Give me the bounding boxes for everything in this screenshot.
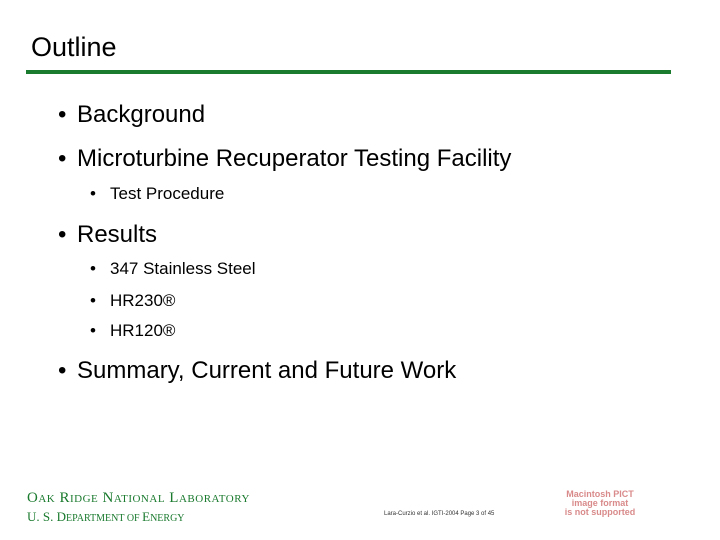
unsupported-image-placeholder: Macintosh PICT image format is not supported [564, 489, 636, 517]
bullet-text: 347 Stainless Steel [110, 259, 256, 278]
title-rule [26, 70, 671, 74]
bullet-dot: • [90, 291, 96, 310]
bullet-text: Test Procedure [110, 184, 225, 203]
bullet-dot: • [58, 145, 67, 172]
bullet-item [58, 144, 511, 174]
bullet-item [58, 356, 456, 386]
lab-name: OAK RIDGE NATIONAL LABORATORY [27, 490, 250, 506]
bullet-dot: • [90, 259, 96, 278]
sub-bullet-item [90, 258, 256, 280]
bullet-text: Results [77, 221, 158, 248]
sub-bullet-item [90, 320, 175, 342]
bullet-text: Summary, Current and Future Work [77, 357, 457, 384]
bullet-text: HR120® [110, 321, 176, 340]
bullet-text: Background [77, 101, 206, 128]
sub-bullet-item [90, 290, 175, 312]
bullet-item [58, 220, 157, 250]
bullet-dot: • [90, 321, 96, 340]
bullet-dot: • [58, 221, 67, 248]
sub-bullet-item [90, 183, 224, 205]
bullet-text: Microturbine Recuperator Testing Facility [77, 145, 512, 172]
footer-citation: Lara-Curzio et al. IGTI-2004 Page 3 of 45 [384, 511, 495, 517]
slide-title: Outline [31, 32, 117, 62]
bullet-dot: • [90, 184, 96, 203]
bullet-dot: • [58, 101, 67, 128]
doe-name: U. S. DEPARTMENT OF ENERGY [27, 509, 185, 524]
bullet-text: HR230® [110, 291, 176, 310]
bullet-dot: • [58, 357, 67, 384]
bullet-item [58, 100, 205, 130]
